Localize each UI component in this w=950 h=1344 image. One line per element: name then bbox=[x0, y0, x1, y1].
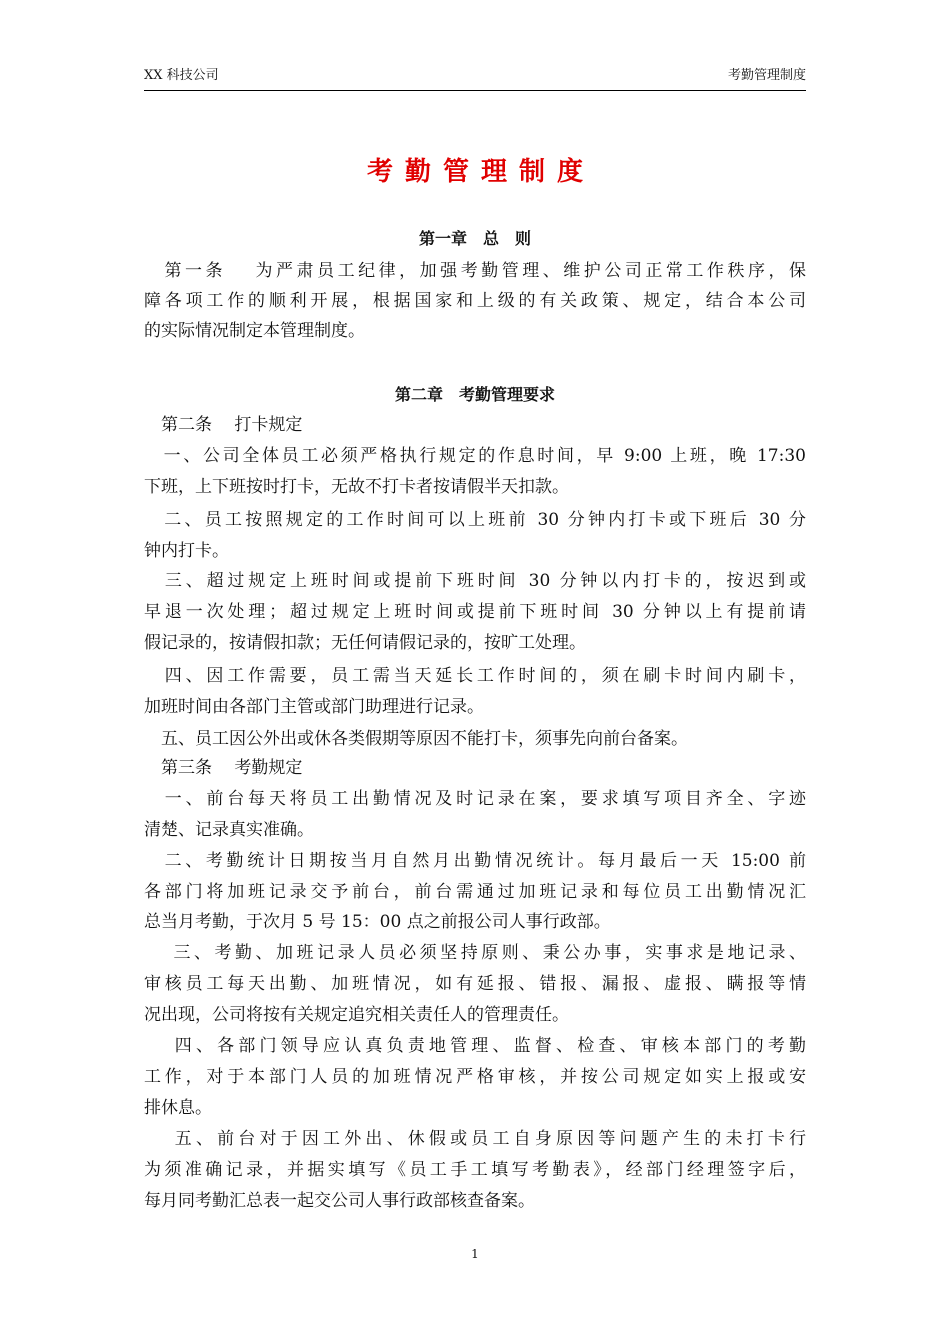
paragraph-line: 钟内打卡。 bbox=[144, 541, 229, 561]
paragraph-line: 的实际情况制定本管理制度。 bbox=[144, 321, 365, 341]
paragraph-line: 四、各部门领导应认真负责地管理、监督、检查、审核本部门的考勤 bbox=[144, 1036, 806, 1056]
paragraph-line: 四、因工作需要，员工需当天延长工作时间的，须在刷卡时间内刷卡， bbox=[144, 666, 806, 686]
header-company: XX 科技公司 bbox=[144, 68, 219, 83]
page-number: 1 bbox=[471, 1247, 479, 1261]
chapter-2-heading: 第二章 考勤管理要求 bbox=[394, 385, 555, 404]
paragraph-line: 三、超过规定上班时间或提前下班时间 30 分钟以内打卡的，按迟到或 bbox=[144, 571, 806, 591]
paragraph-line: 审核员工每天出勤、加班情况，如有延报、错报、漏报、虚报、瞒报等情 bbox=[144, 974, 806, 994]
article-heading: 第三条 考勤规定 bbox=[144, 758, 303, 778]
paragraph-line: 一、前台每天将员工出勤情况及时记录在案，要求填写项目齐全、字迹 bbox=[144, 789, 806, 809]
paragraph-line: 清楚、记录真实准确。 bbox=[144, 820, 314, 840]
paragraph-line: 加班时间由各部门主管或部门助理进行记录。 bbox=[144, 697, 484, 717]
header-doc-name: 考勤管理制度 bbox=[727, 68, 806, 83]
paragraph-line: 为须准确记录，并据实填写《员工手工填写考勤表》，经部门经理签字后， bbox=[144, 1160, 806, 1180]
paragraph-line: 各部门将加班记录交予前台，前台需通过加班记录和每位员工出勤情况汇 bbox=[144, 882, 806, 902]
paragraph-line: 五、员工因公外出或休各类假期等原因不能打卡，须事先向前台备案。 bbox=[144, 729, 688, 749]
page-header bbox=[144, 66, 806, 91]
paragraph-line: 三、考勤、加班记录人员必须坚持原则、秉公办事，实事求是地记录、 bbox=[144, 943, 806, 963]
paragraph-line: 二、考勤统计日期按当月自然月出勤情况统计。每月最后一天 15:00 前 bbox=[144, 851, 806, 871]
paragraph-line: 假记录的，按请假扣款；无任何请假记录的，按旷工处理。 bbox=[144, 633, 586, 653]
paragraph-line: 五、前台对于因工外出、休假或员工自身原因等问题产生的未打卡行 bbox=[144, 1129, 806, 1149]
document-title: 考勤管理制度 bbox=[366, 157, 595, 187]
article-heading: 第二条 打卡规定 bbox=[144, 415, 303, 435]
paragraph-line: 排休息。 bbox=[144, 1098, 212, 1118]
paragraph-line: 况出现，公司将按有关规定追究相关责任人的管理责任。 bbox=[144, 1005, 569, 1025]
paragraph-line: 第一条 为严肃员工纪律，加强考勤管理、维护公司正常工作秩序，保 bbox=[144, 261, 806, 281]
paragraph-line: 下班，上下班按时打卡，无故不打卡者按请假半天扣款。 bbox=[144, 477, 569, 497]
paragraph-line: 二、员工按照规定的工作时间可以上班前 30 分钟内打卡或下班后 30 分 bbox=[144, 510, 806, 530]
paragraph-line: 早退一次处理；超过规定上班时间或提前下班时间 30 分钟以上有提前请 bbox=[144, 602, 806, 622]
paragraph-line: 工作，对于本部门人员的加班情况严格审核，并按公司规定如实上报或安 bbox=[144, 1067, 806, 1087]
paragraph-line: 一、公司全体员工必须严格执行规定的作息时间，早 9:00 上班，晚 17:30 bbox=[144, 446, 806, 466]
paragraph-line: 总当月考勤，于次月 5 号 15：00 点之前报公司人事行政部。 bbox=[144, 912, 611, 932]
paragraph-line: 每月同考勤汇总表一起交公司人事行政部核查备案。 bbox=[144, 1191, 535, 1211]
chapter-1-heading: 第一章 总 则 bbox=[418, 229, 531, 248]
paragraph-line: 障各项工作的顺利开展，根据国家和上级的有关政策、规定，结合本公司 bbox=[144, 291, 806, 311]
